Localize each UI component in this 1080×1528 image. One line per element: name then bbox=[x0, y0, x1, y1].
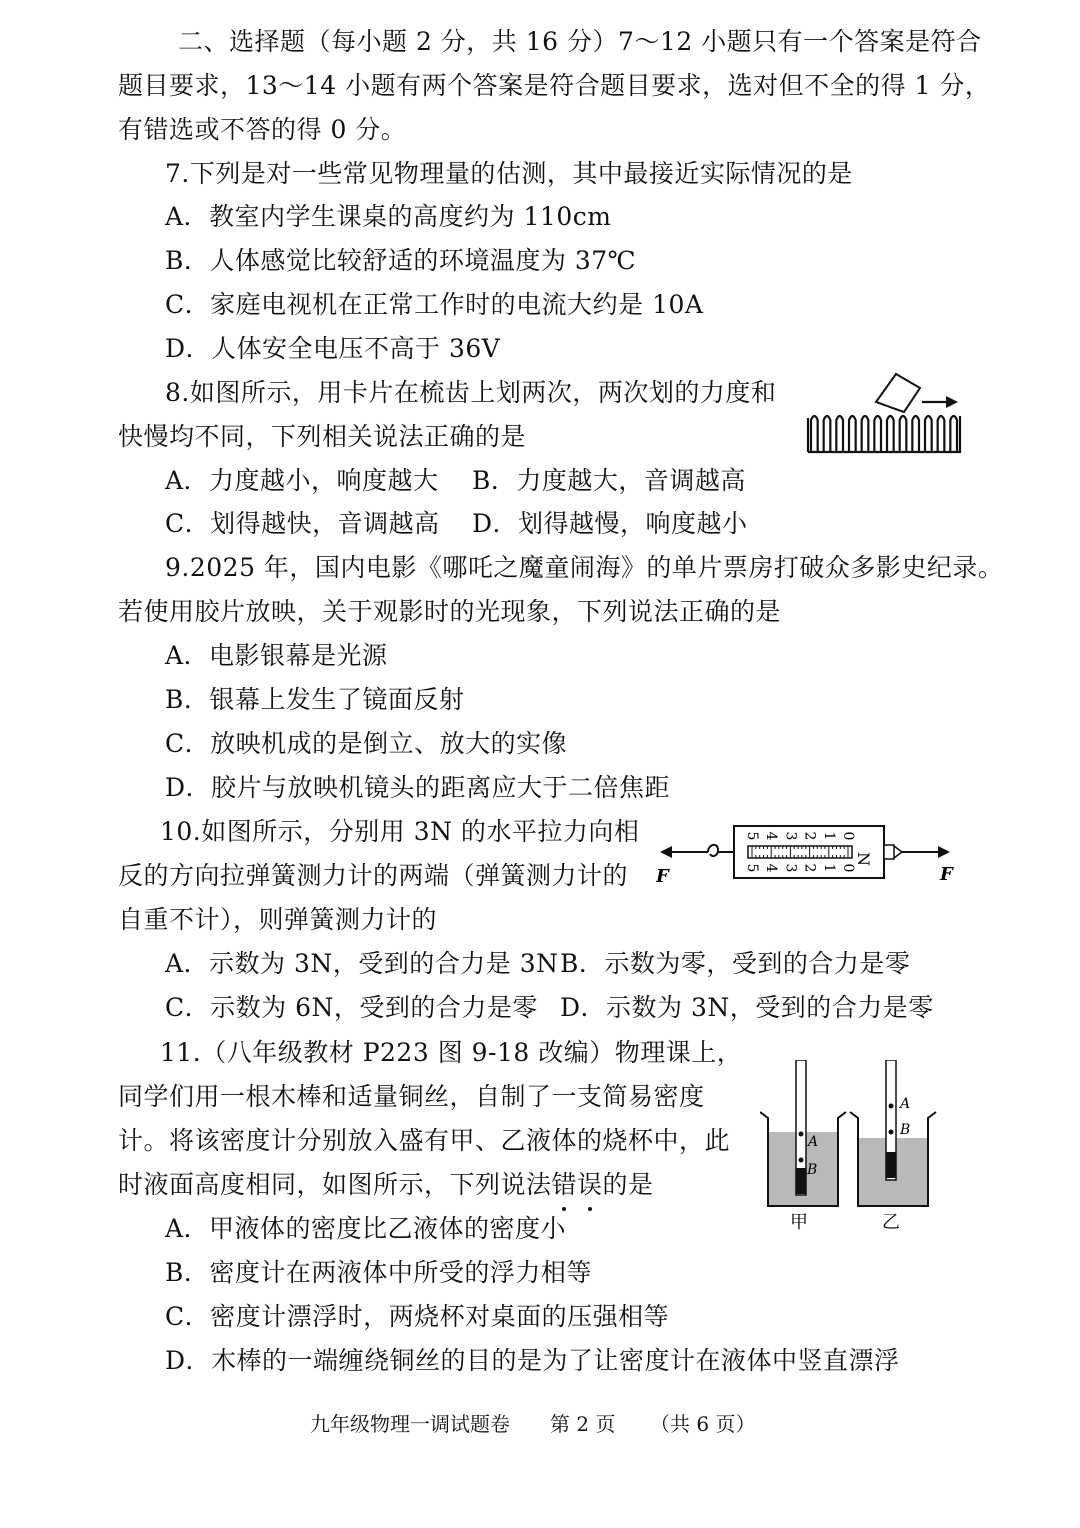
q7-option-d: D．人体安全电压不高于 36V bbox=[165, 334, 501, 363]
right-end-block bbox=[884, 845, 894, 859]
footer-total-pages: （共 6 页） bbox=[650, 1412, 756, 1436]
q9-option-d: D．胶片与放映机镜头的距离应大于二倍焦距 bbox=[165, 773, 671, 802]
section-heading-line-1: 二、选择题（每小题 2 分，共 16 分）7～12 小题只有一个答案是符合 bbox=[178, 27, 982, 56]
copper-wire-left bbox=[796, 1168, 806, 1194]
q11-stem-prefix: 时液面高度相同，如图所示，下列说法 bbox=[118, 1170, 552, 1199]
q11-stem-suffix: 的是 bbox=[602, 1170, 654, 1199]
right-end-cap bbox=[894, 846, 902, 858]
scale-top-label: 5 bbox=[744, 831, 760, 841]
mark-b-right: B bbox=[900, 1122, 911, 1138]
q11-stem-line-1: 11.（八年级教材 P223 图 9-18 改编）物理课上， bbox=[160, 1038, 743, 1067]
left-force-label: F bbox=[656, 866, 669, 887]
scale-bottom-label: 5 bbox=[744, 863, 760, 873]
comb-card-figure bbox=[800, 368, 970, 468]
scale-bottom-label: 0 bbox=[840, 863, 856, 873]
q8-stem-line-1: 8.如图所示，用卡片在梳齿上划两次，两次划的力度和 bbox=[165, 378, 777, 407]
scale-top-label: 4 bbox=[763, 831, 780, 841]
q10-option-d: D．示数为 3N，受到的合力是零 bbox=[560, 993, 934, 1022]
q7-option-b: B．人体感觉比较舒适的环境温度为 37℃ bbox=[165, 246, 637, 275]
q7-option-a: A．教室内学生课桌的高度约为 110cm bbox=[165, 202, 612, 231]
mark-a-right: A bbox=[900, 1096, 911, 1112]
q11-option-b: B．密度计在两液体中所受的浮力相等 bbox=[165, 1258, 592, 1287]
footer-page-number: 第 2 页 bbox=[550, 1412, 616, 1436]
beaker-left bbox=[760, 1060, 846, 1206]
q11-stem-line-3: 计。将该密度计分别放入盛有甲、乙液体的烧杯中，此 bbox=[118, 1126, 731, 1155]
q11-emphasis-char-1: 错 bbox=[552, 1168, 578, 1202]
beakers-diagram bbox=[760, 1060, 960, 1235]
footer-exam-title: 九年级物理一调试题卷 bbox=[310, 1412, 510, 1436]
mark-a-left: A bbox=[808, 1134, 819, 1150]
q11-option-c: C．密度计漂浮时，两烧杯对桌面的压强相等 bbox=[165, 1302, 670, 1331]
q11-option-d: D．木棒的一端缠绕铜丝的目的是为了让密度计在液体中竖直漂浮 bbox=[165, 1346, 900, 1375]
section-heading-line-3: 有错选或不答的得 0 分。 bbox=[118, 115, 407, 144]
beaker-right-label: 乙 bbox=[882, 1212, 900, 1233]
right-force-label: F bbox=[940, 864, 953, 885]
copper-wire-right bbox=[886, 1152, 896, 1178]
hook-icon bbox=[708, 845, 718, 856]
beaker-left-label: 甲 bbox=[790, 1212, 808, 1233]
q9-option-b: B．银幕上发生了镜面反射 bbox=[165, 685, 465, 714]
q9-stem-line-2: 若使用胶片放映，关于观影时的光现象，下列说法正确的是 bbox=[118, 597, 782, 626]
scale-top-label: 1 bbox=[820, 831, 837, 841]
q8-option-c: C．划得越快，音调越高 bbox=[165, 509, 440, 538]
comb-icon bbox=[808, 416, 960, 452]
q7-option-c: C．家庭电视机在正常工作时的电流大约是 10A bbox=[165, 290, 704, 319]
q10-stem-line-1: 10.如图所示，分别用 3N 的水平拉力向相 bbox=[160, 817, 640, 846]
scale-bottom-label: 2 bbox=[801, 863, 818, 873]
q9-stem-line-1: 9.2025 年，国内电影《哪吒之魔童闹海》的单片票房打破众多影史纪录。 bbox=[165, 553, 1004, 582]
section-heading-line-2: 题目要求，13～14 小题有两个答案是符合题目要求，选对但不全的得 1 分， bbox=[118, 71, 991, 100]
q11-option-a: A．甲液体的密度比乙液体的密度小 bbox=[165, 1214, 567, 1243]
left-arrowhead-icon bbox=[660, 846, 672, 858]
scale-top-label: 0 bbox=[840, 831, 856, 841]
scale-top-label: 3 bbox=[782, 831, 799, 841]
spring-balance-diagram bbox=[656, 818, 962, 890]
q10-stem-line-2: 反的方向拉弹簧测力计的两端（弹簧测力计的 bbox=[118, 861, 629, 890]
q10-option-c: C．示数为 6N，受到的合力是零 bbox=[165, 993, 538, 1022]
scale-bottom-label: 4 bbox=[763, 863, 780, 873]
beaker-right bbox=[850, 1060, 936, 1206]
mark-b-left: B bbox=[807, 1162, 818, 1178]
q11-stem-line-2: 同学们用一根木棒和适量铜丝，自制了一支简易密度 bbox=[118, 1082, 705, 1111]
unit-label: N bbox=[854, 852, 873, 866]
q8-option-d: D．划得越慢，响度越小 bbox=[472, 509, 748, 538]
scale-top-label: 2 bbox=[801, 831, 818, 841]
q8-option-b: B．力度越大，音调越高 bbox=[472, 466, 746, 495]
q11-emphasis-char-2: 误 bbox=[577, 1168, 603, 1202]
scale-bottom-label: 1 bbox=[820, 863, 837, 873]
densimeter-beakers-figure bbox=[760, 1060, 960, 1235]
q9-option-c: C．放映机成的是倒立、放大的实像 bbox=[165, 729, 568, 758]
q7-stem: 7.下列是对一些常见物理量的估测，其中最接近实际情况的是 bbox=[165, 159, 853, 188]
q8-stem-line-2: 快慢均不同，下列相关说法正确的是 bbox=[118, 422, 527, 451]
card-icon bbox=[876, 374, 920, 412]
q9-option-a: A．电影银幕是光源 bbox=[165, 641, 388, 670]
arrowhead-icon bbox=[946, 396, 958, 408]
right-arrowhead-icon bbox=[938, 846, 950, 858]
spring-balance-figure bbox=[656, 818, 962, 890]
q10-option-a: A．示数为 3N，受到的合力是 3N bbox=[165, 949, 559, 978]
scale-bottom-label: 3 bbox=[782, 863, 799, 873]
q11-stem-line-4 bbox=[118, 1168, 654, 1202]
comb-card-diagram bbox=[800, 368, 970, 468]
q10-option-b: B．示数为零，受到的合力是零 bbox=[560, 949, 911, 978]
q8-option-a: A．力度越小，响度越大 bbox=[165, 466, 439, 495]
q10-stem-line-3: 自重不计），则弹簧测力计的 bbox=[118, 905, 438, 934]
